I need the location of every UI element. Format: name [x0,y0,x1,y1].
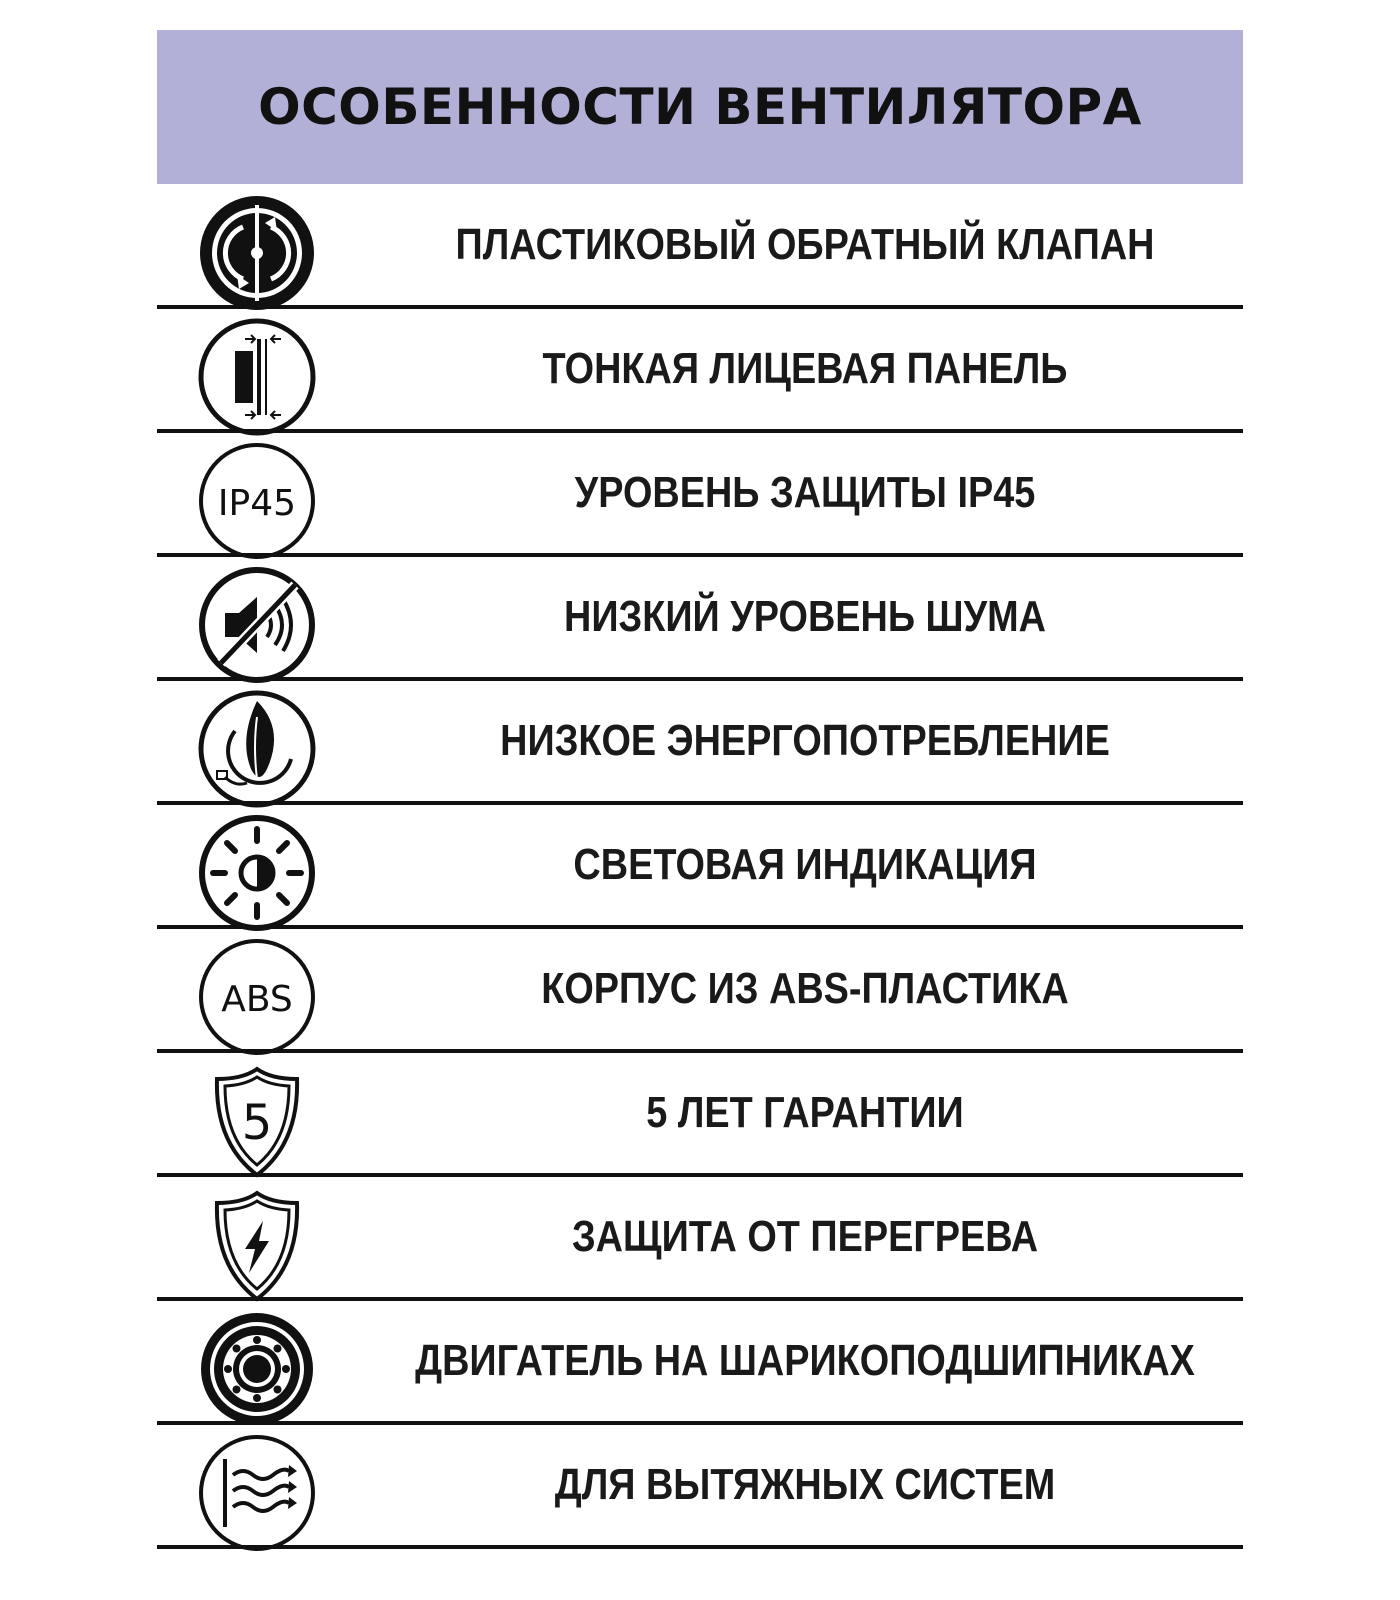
feature-label: НИЗКОЕ ЭНЕРГОПОТРЕБЛЕНИЕ [500,716,1110,765]
light-indicator-icon [195,811,319,935]
feature-label: 5 ЛЕТ ГАРАНТИИ [646,1088,964,1137]
feature-label: ДВИГАТЕЛЬ НА ШАРИКОПОДШИПНИКАХ [415,1336,1195,1385]
warranty-icon-text: 5 [241,1095,273,1151]
muted-speaker-icon [195,563,319,687]
exhaust-airflow-icon [195,1431,319,1555]
feature-row-low-energy [157,681,1243,805]
leaf-plug-icon [195,687,319,811]
feature-row-exhaust [157,1425,1243,1549]
feature-label: НИЗКИЙ УРОВЕНЬ ШУМА [564,592,1046,641]
feature-row-light-indicator [157,805,1243,929]
check-valve-icon [195,191,319,315]
feature-row-check-valve [157,185,1243,309]
abs-icon [195,935,319,1059]
warranty-shield-icon [195,1059,319,1183]
feature-label: СВЕТОВАЯ ИНДИКАЦИЯ [573,840,1037,889]
feature-label: ДЛЯ ВЫТЯЖНЫХ СИСТЕМ [554,1460,1056,1509]
abs-icon-text: ABS [221,979,293,1020]
ip45-icon [195,439,319,563]
features-header [157,30,1243,184]
lightning-shield-icon [195,1183,319,1307]
feature-row-thin-panel [157,309,1243,433]
ball-bearing-icon [195,1307,319,1431]
features-sheet [157,30,1243,1549]
feature-row-ip45 [157,433,1243,557]
ip45-icon-text: IP45 [217,483,297,524]
feature-label: ЗАЩИТА ОТ ПЕРЕГРЕВА [571,1212,1039,1261]
feature-label: ТОНКАЯ ЛИЦЕВАЯ ПАНЕЛЬ [542,344,1068,393]
feature-row-low-noise [157,557,1243,681]
feature-row-warranty [157,1053,1243,1177]
thin-panel-icon [195,315,319,439]
features-list [157,185,1243,1549]
feature-label: УРОВЕНЬ ЗАЩИТЫ IP45 [574,468,1036,517]
feature-label: КОРПУС ИЗ ABS-ПЛАСТИКА [541,964,1069,1013]
feature-row-abs [157,929,1243,1053]
feature-row-overheat [157,1177,1243,1301]
page-title: ОСОБЕННОСТИ ВЕНТИЛЯТОРА [258,78,1142,136]
feature-label: ПЛАСТИКОВЫЙ ОБРАТНЫЙ КЛАПАН [455,220,1155,269]
feature-row-ball-bearing [157,1301,1243,1425]
